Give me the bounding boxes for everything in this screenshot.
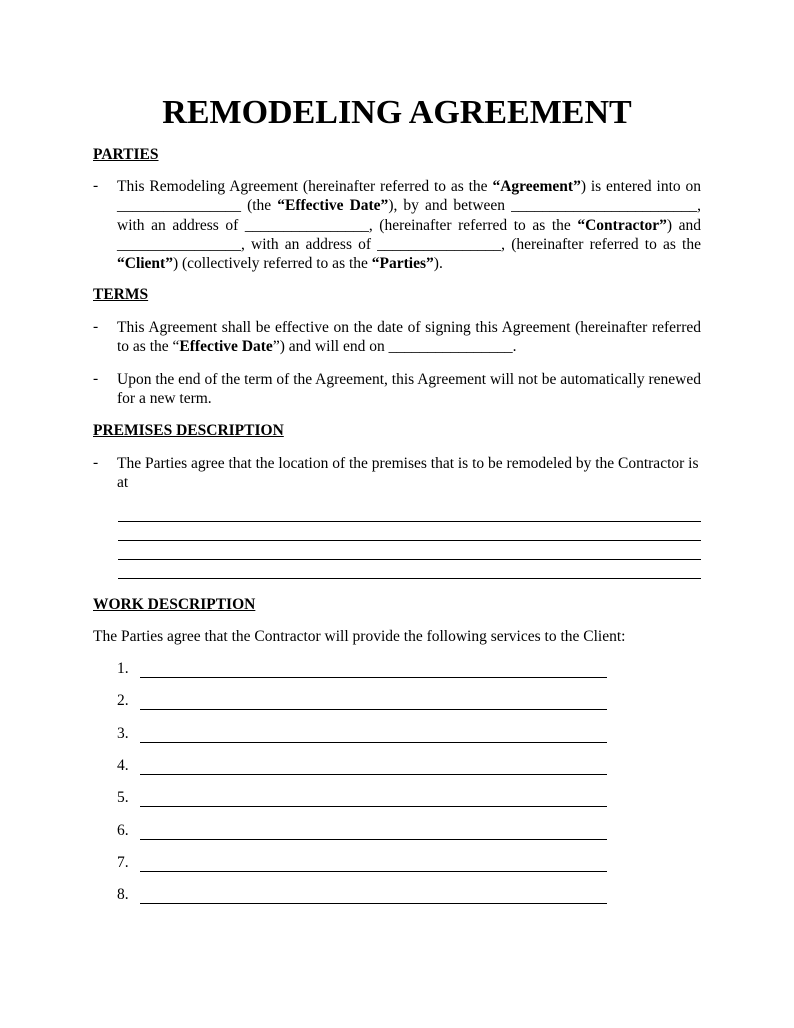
item-number: 4. <box>117 757 129 774</box>
work-heading: WORK DESCRIPTION <box>93 596 256 613</box>
term-effective-date: Effective Date <box>179 338 273 356</box>
terms-paragraph-2: Upon the end of the term of the Agreement, this Agreement will not be automatically renewed for a new term. <box>117 371 701 408</box>
premises-blank-line[interactable] <box>118 578 701 579</box>
term-agreement: “Agreement” <box>492 178 581 195</box>
term-effective-date: “Effective Date” <box>277 197 389 215</box>
term-client: “Client” <box>117 255 173 273</box>
term-parties: “Parties” <box>371 255 434 273</box>
text: This Remodeling Agreement (hereinafter referred to as the <box>117 178 493 195</box>
bullet-dash: - <box>93 177 99 194</box>
terms-heading: TERMS <box>93 286 149 303</box>
item-number: 5. <box>117 789 129 806</box>
terms-paragraph-1 <box>117 318 701 357</box>
premises-paragraph: The Parties agree that the location of the premises that is to be remodeled by the Contractor is at <box>117 455 699 492</box>
text: ) is entered into on ________________ (the <box>117 178 701 215</box>
text: ”) and will end on ________________. <box>272 338 517 356</box>
service-blank-line[interactable] <box>140 709 607 710</box>
text: ). <box>433 255 443 273</box>
bullet-dash: - <box>93 370 99 387</box>
text: ), by and between ________________________, with an address of ________________, (hereinafter referred to as the <box>117 197 701 234</box>
item-number: 1. <box>117 660 129 677</box>
text: This Agreement shall be effective on the date of signing this Agreement (hereinafter referred to as the “ <box>117 319 701 356</box>
item-number: 2. <box>117 692 129 709</box>
item-number: 3. <box>117 725 129 742</box>
service-blank-line[interactable] <box>140 839 607 840</box>
item-number: 7. <box>117 854 129 871</box>
work-intro: The Parties agree that the Contractor will provide the following services to the Client: <box>93 628 626 645</box>
text: ) and ________________, with an address of ________________, (hereinafter referred to as the <box>117 216 701 253</box>
premises-blank-line[interactable] <box>118 521 701 522</box>
item-number: 6. <box>117 822 129 839</box>
premises-blank-line[interactable] <box>118 540 701 541</box>
service-blank-line[interactable] <box>140 806 607 807</box>
bullet-dash: - <box>93 454 99 471</box>
parties-heading: PARTIES <box>93 146 159 163</box>
bullet-dash: - <box>93 318 99 335</box>
service-blank-line[interactable] <box>140 774 607 775</box>
premises-heading: PREMISES DESCRIPTION <box>93 422 284 439</box>
premises-blank-line[interactable] <box>118 559 701 560</box>
service-blank-line[interactable] <box>140 903 607 904</box>
service-blank-line[interactable] <box>140 742 607 743</box>
parties-paragraph <box>117 177 701 273</box>
item-number: 8. <box>117 886 129 903</box>
document-title: REMODELING AGREEMENT <box>162 94 632 131</box>
service-blank-line[interactable] <box>140 871 607 872</box>
text: ) (collectively referred to as the <box>172 255 372 273</box>
term-contractor: “Contractor” <box>577 216 667 234</box>
service-blank-line[interactable] <box>140 677 607 678</box>
